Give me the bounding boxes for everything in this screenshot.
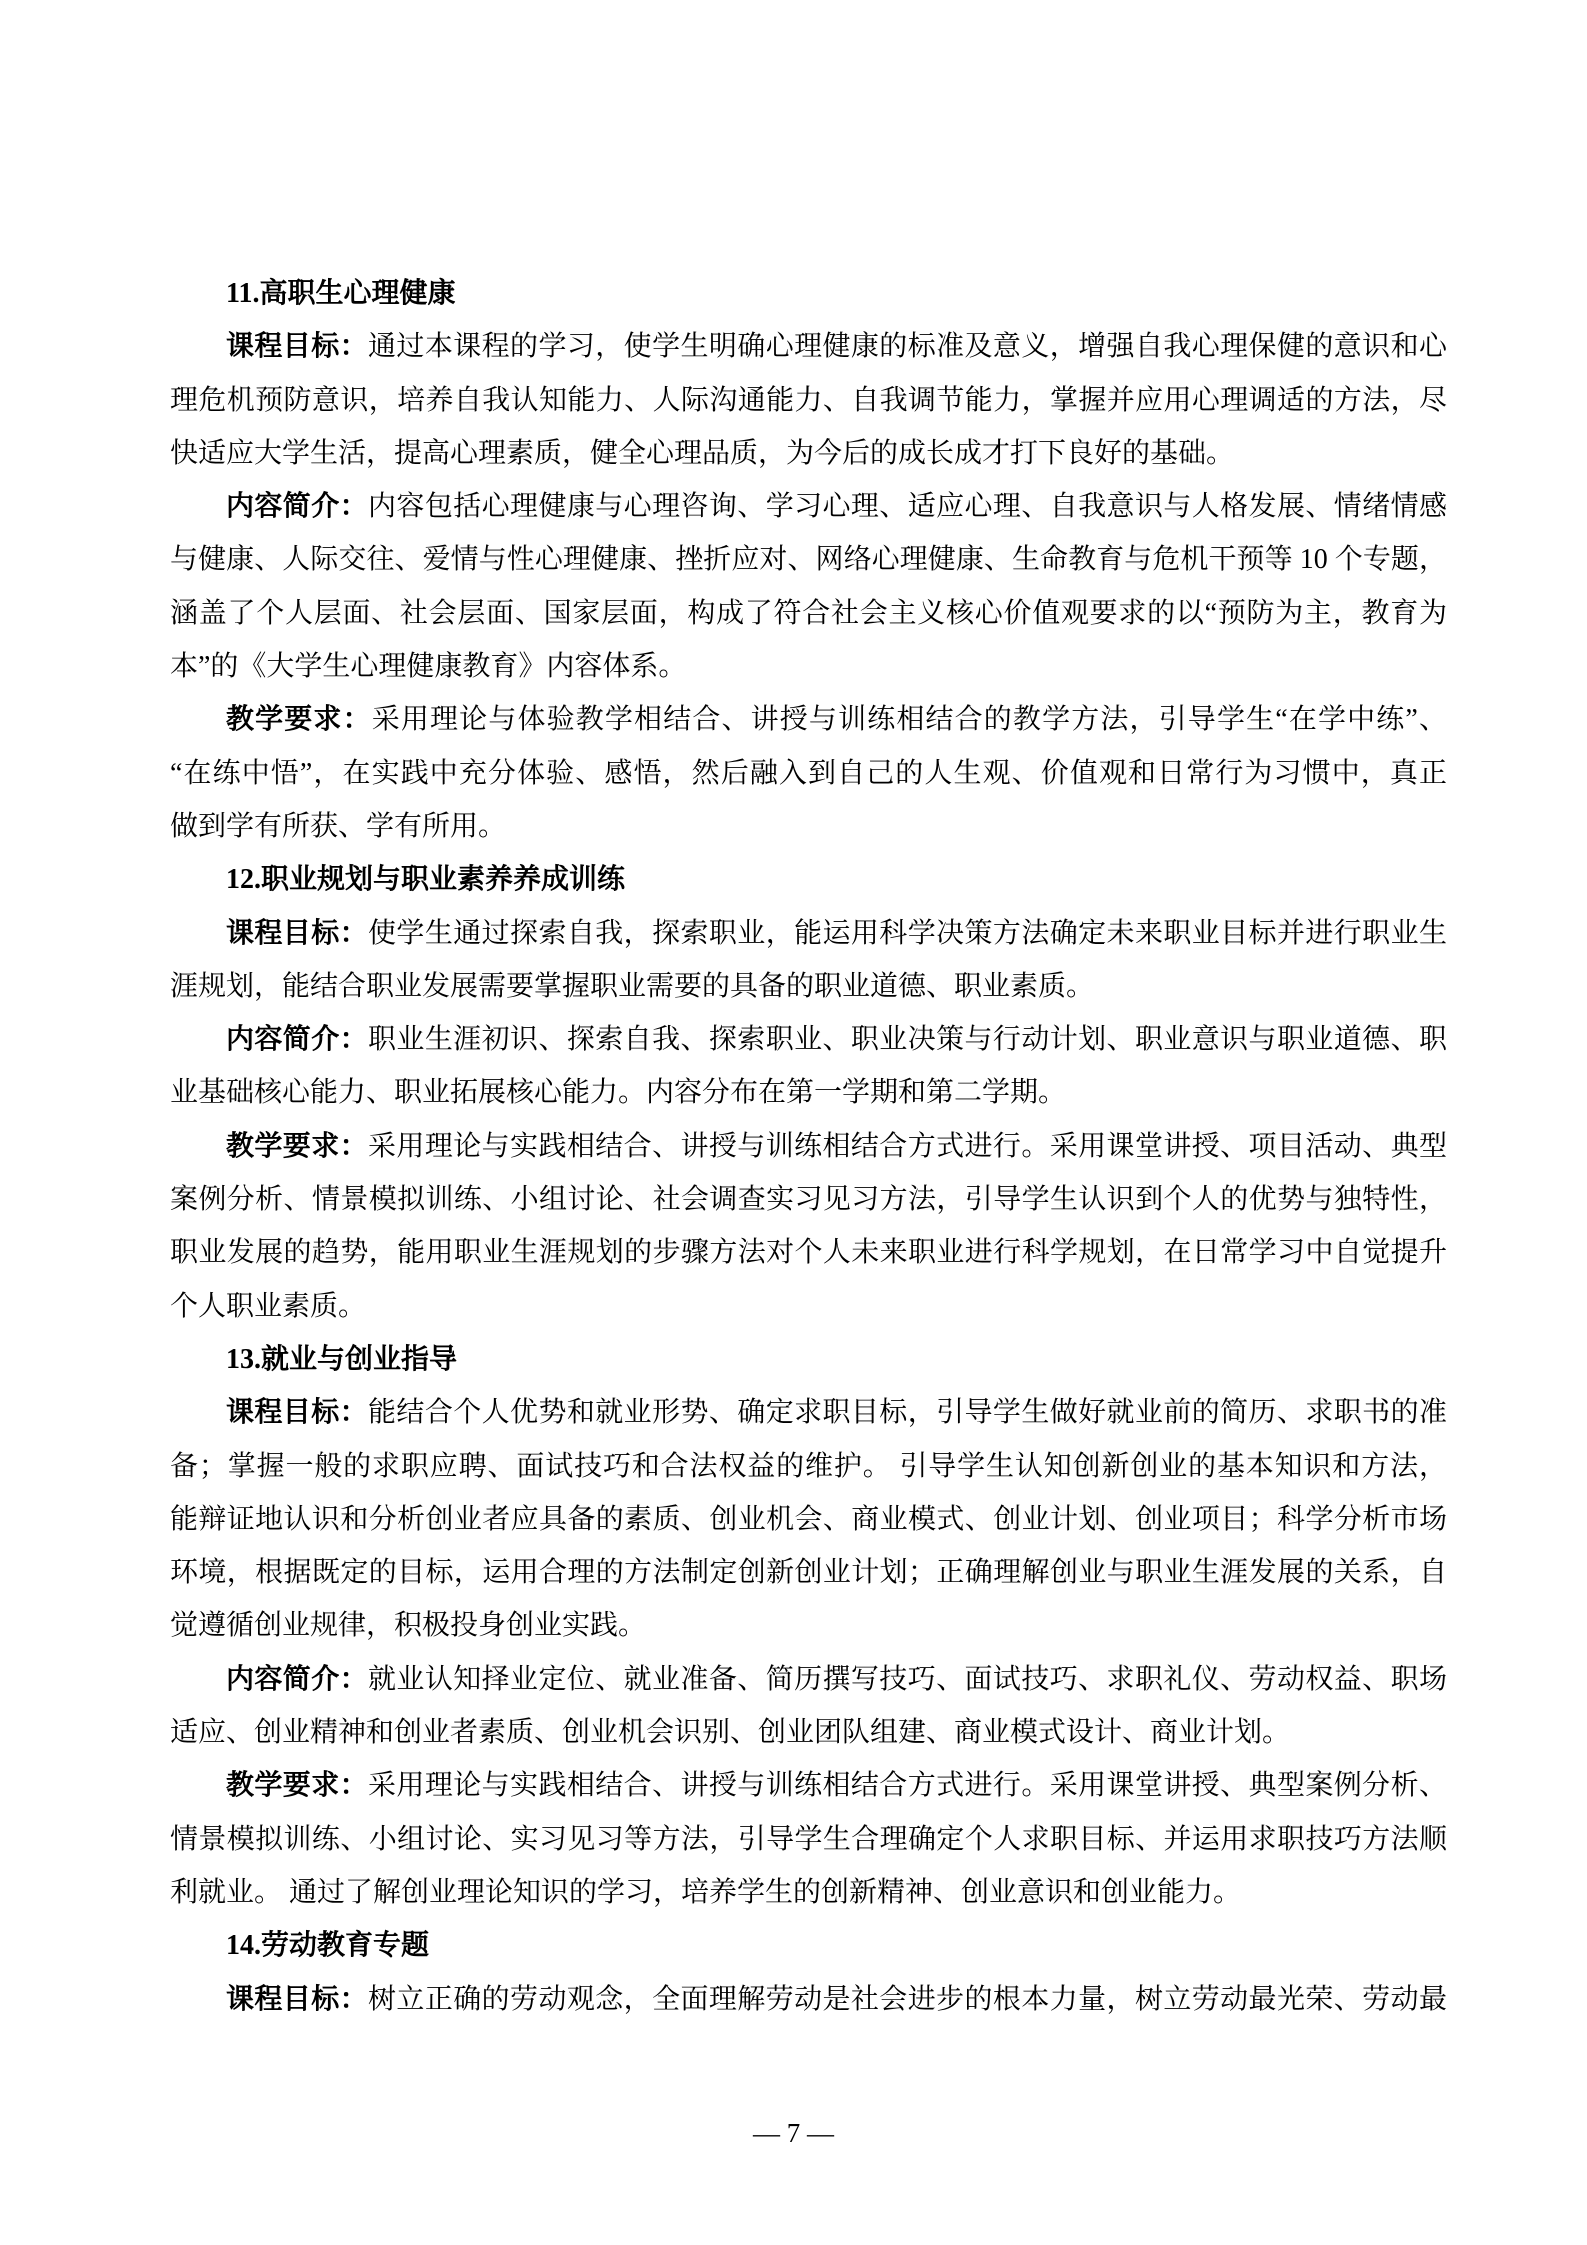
paragraph-line: 适应、创业精神和创业者素质、创业机会识别、创业团队组建、商业模式设计、商业计划。: [170, 1717, 1291, 1749]
page-number: — 7 —: [753, 2118, 834, 2148]
paragraph-text: 树立正确的劳动观念，全面理解劳动是社会进步的根本力量，树立劳动最光荣、劳动最: [368, 1983, 1447, 2015]
section-heading: 12.职业规划与职业素养养成训练: [226, 864, 626, 896]
paragraph-label: 内容简介：: [226, 1024, 369, 1056]
paragraph-line: [170, 1386, 1447, 1439]
paragraph-label: 教学要求：: [226, 704, 372, 736]
paragraph-line: [170, 1013, 1447, 1066]
paragraph-text: 使学生通过探索自我，探索职业，能运用科学决策方法确定未来职业目标并进行职业生: [368, 917, 1447, 949]
paragraph-line: 备；掌握一般的求职应聘、面试技巧和合法权益的维护。 引导学生认知创新创业的基本知识和方法，: [170, 1450, 1447, 1482]
paragraph-line: 本”的《大学生心理健康教育》内容体系。: [170, 651, 687, 683]
document-body: [170, 267, 1447, 2026]
paragraph-label: 课程目标：: [226, 917, 369, 949]
paragraph-line: [170, 320, 1447, 373]
paragraph-text: 能结合个人优势和就业形势、确定求职目标，引导学生做好就业前的简历、求职书的准: [368, 1397, 1447, 1429]
paragraph-line: 做到学有所获、学有所用。: [170, 810, 507, 842]
paragraph-label: 课程目标：: [226, 1983, 369, 2015]
paragraph-label: 课程目标：: [226, 1397, 369, 1429]
paragraph-text: 采用理论与实践相结合、讲授与训练相结合方式进行。采用课堂讲授、典型案例分析、: [368, 1770, 1447, 1802]
paragraph-text: 内容包括心理健康与心理咨询、学习心理、适应心理、自我意识与人格发展、情绪情感: [368, 491, 1447, 523]
paragraph-text: 通过本课程的学习，使学生明确心理健康的标准及意义，增强自我心理保健的意识和心: [368, 331, 1447, 363]
paragraph-text: 职业生涯初识、探索自我、探索职业、职业决策与行动计划、职业意识与职业道德、职: [368, 1024, 1447, 1056]
section-heading: 11.高职生心理健康: [226, 278, 456, 309]
section-heading: 14.劳动教育专题: [226, 1930, 430, 1962]
paragraph-line: 案例分析、情景模拟训练、小组讨论、社会调查实习见习方法，引导学生认识到个人的优势与独特性，: [170, 1184, 1447, 1216]
section-heading: 13.就业与创业指导: [226, 1343, 458, 1375]
paragraph-line: 情景模拟训练、小组讨论、实习见习等方法，引导学生合理确定个人求职目标、并运用求职技巧方法顺: [170, 1823, 1447, 1855]
paragraph-line: 觉遵循创业规律，积极投身创业实践。: [170, 1610, 647, 1642]
paragraph-line: [170, 1759, 1447, 1812]
paragraph-text: 就业认知择业定位、就业准备、简历撰写技巧、面试技巧、求职礼仪、劳动权益、职场: [368, 1663, 1447, 1695]
paragraph-line: [170, 480, 1447, 533]
paragraph-line: 环境，根据既定的目标，运用合理的方法制定创新创业计划；正确理解创业与职业生涯发展的关系，自: [170, 1557, 1447, 1589]
paragraph-label: 课程目标：: [226, 331, 369, 363]
paragraph-line: [170, 1973, 1447, 2026]
paragraph-line: [170, 693, 1447, 746]
paragraph-text: 采用理论与实践相结合、讲授与训练相结合方式进行。采用课堂讲授、项目活动、典型: [368, 1130, 1447, 1162]
paragraph-line: 涯规划，能结合职业发展需要掌握职业需要的具备的职业道德、职业素质。: [170, 970, 1095, 1002]
paragraph-line: [170, 907, 1447, 960]
paragraph-label: 教学要求：: [226, 1130, 369, 1162]
paragraph-line: 理危机预防意识，培养自我认知能力、人际沟通能力、自我调节能力，掌握并应用心理调适的方法，尽: [170, 384, 1447, 416]
paragraph-line: [170, 1653, 1447, 1706]
paragraph-line: “在练中悟”，在实践中充分体验、感悟，然后融入到自己的人生观、价值观和日常行为习惯中，真正: [170, 757, 1447, 789]
paragraph-line: 能辩证地认识和分析创业者应具备的素质、创业机会、商业模式、创业计划、创业项目；科学分析市场: [170, 1503, 1447, 1535]
paragraph-line: 与健康、人际交往、爱情与性心理健康、挫折应对、网络心理健康、生命教育与危机干预等 10 个专题，: [170, 544, 1447, 576]
paragraph-line: 涵盖了个人层面、社会层面、国家层面，构成了符合社会主义核心价值观要求的以“预防为主，教育为: [170, 597, 1447, 629]
paragraph-label: 内容简介：: [226, 1663, 369, 1695]
paragraph-label: 教学要求：: [226, 1770, 369, 1802]
paragraph-line: [170, 1120, 1447, 1173]
paragraph-text: 采用理论与体验教学相结合、讲授与训练相结合的教学方法，引导学生“在学中练”、: [371, 704, 1447, 736]
paragraph-line: 职业发展的趋势，能用职业生涯规划的步骤方法对个人未来职业进行科学规划，在日常学习中自觉提升: [170, 1237, 1447, 1269]
paragraph-label: 内容简介：: [226, 491, 369, 523]
paragraph-line: 快适应大学生活，提高心理素质，健全心理品质，为今后的成长成才打下良好的基础。: [170, 437, 1235, 469]
paragraph-line: 个人职业素质。: [170, 1290, 367, 1322]
paragraph-line: 业基础核心能力、职业拓展核心能力。内容分布在第一学期和第二学期。: [170, 1077, 1067, 1109]
paragraph-line: 利就业。 通过了解创业理论知识的学习，培养学生的创新精神、创业意识和创业能力。: [170, 1876, 1242, 1908]
